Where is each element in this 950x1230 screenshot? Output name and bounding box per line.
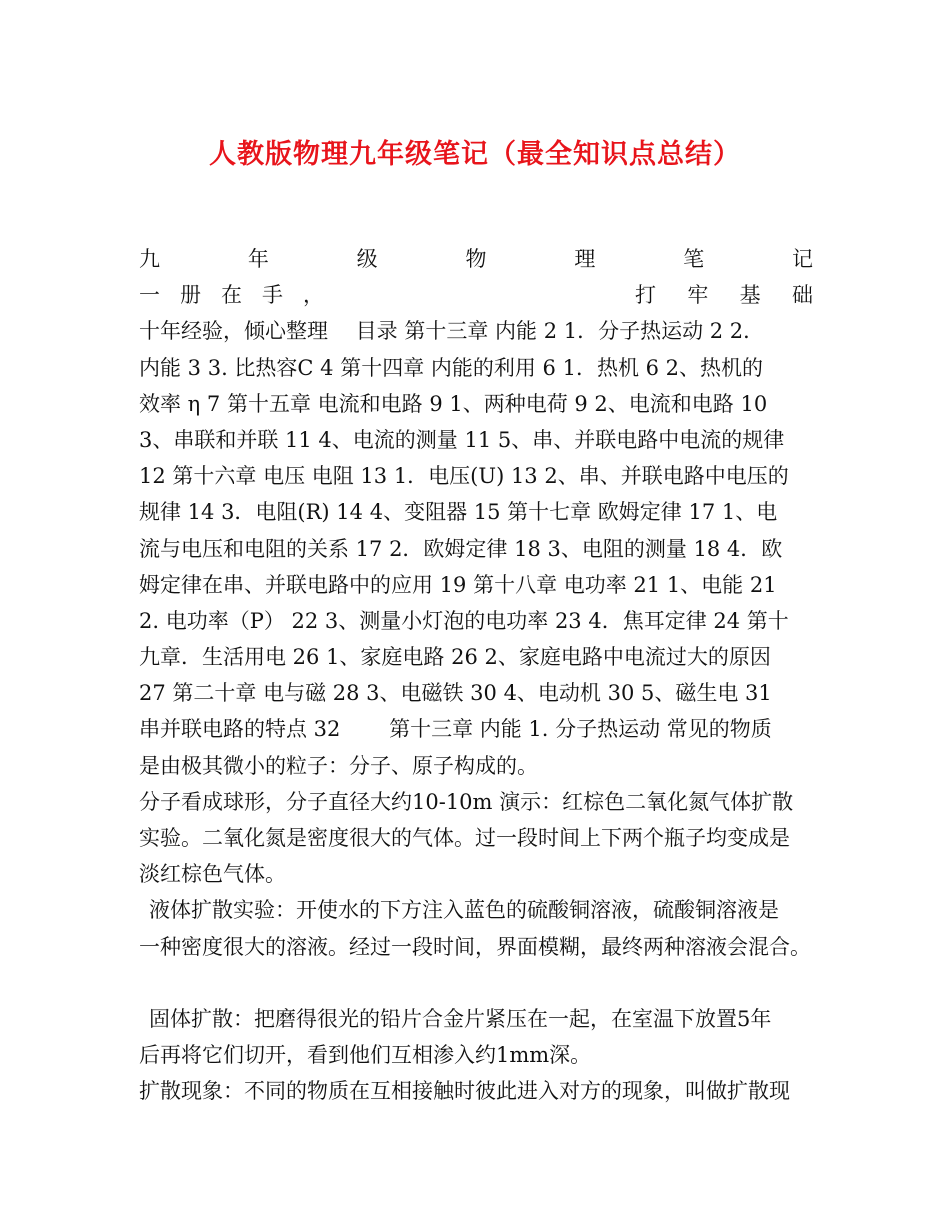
document-title: 人教版物理九年级笔记（最全知识点总结） <box>209 139 741 170</box>
slogan-char: 手 <box>262 283 283 308</box>
slogan-char: 册 <box>180 283 201 308</box>
slogan-char: 打 <box>635 283 656 308</box>
text-line: 效率 η 7 第十五章 电流和电路 9 1、两种电荷 9 2、电流和电路 10 <box>139 391 768 416</box>
heading-char: 记 <box>791 247 813 271</box>
text-line: 12 第十六章 电压 电阻 13 1．电压(U) 13 2、串、并联电路中电压的 <box>139 464 789 489</box>
text-line: 九章．生活用电 26 1、家庭电路 26 2、家庭电路中电流过大的原因 <box>139 645 771 670</box>
text-line: 姆定律在串、并联电路中的应用 19 第十八章 电功率 21 1、电能 21 <box>139 572 777 597</box>
text-line: 流与电压和电阻的关系 17 2．欧姆定律 18 3、电阻的测量 18 4．欧 <box>139 536 783 561</box>
text-line: 十年经验，倾心整理 目录 第十三章 内能 2 1．分子热运动 2 2． <box>139 319 765 344</box>
heading-char: 物 <box>465 247 487 271</box>
slogan-right <box>635 277 813 313</box>
text-line: 内能 3 3. 比热容C 4 第十四章 内能的利用 6 1．热机 6 2、热机的 <box>139 355 764 380</box>
text-line: 固体扩散：把磨得很光的铅片合金片紧压在一起，在室温下放置5年 <box>149 1006 772 1031</box>
slogan-char: 础 <box>791 283 813 308</box>
text-line: 扩散现象：不同的物质在互相接触时彼此进入对方的现象，叫做扩散现 <box>139 1079 790 1104</box>
text-line: 分子看成球形，分子直径大约10-10m 演示：红棕色二氧化氮气体扩散 <box>139 789 794 814</box>
text-line: 3、串联和并联 11 4、电流的测量 11 5、串、并联电路中电流的规律 <box>139 427 785 452</box>
slogan-line <box>139 277 813 313</box>
text-line: 2. 电功率（P） 22 3、测量小灯泡的电功率 23 4．焦耳定律 24 第十 <box>139 608 789 633</box>
text-line: 淡红棕色气体。 <box>139 862 286 887</box>
slogan-left <box>139 277 324 313</box>
text-line: 实验。二氧化氮是密度很大的气体。过一段时间上下两个瓶子均变成是 <box>139 826 790 850</box>
text-line: 是由极其微小的粒子：分子、原子构成的。 <box>139 753 538 778</box>
heading-line <box>139 241 813 277</box>
heading-char: 级 <box>356 247 378 271</box>
slogan-char: 一 <box>139 283 160 308</box>
slogan-char: 基 <box>739 283 761 308</box>
heading-char: 理 <box>574 247 596 271</box>
text-line: 规律 14 3．电阻(R) 14 4、变阻器 15 第十七章 欧姆定律 17 1、电 <box>139 500 778 525</box>
slogan-char: ， <box>303 283 324 308</box>
slogan-char: 牢 <box>687 283 709 308</box>
heading-char: 笔 <box>683 247 705 271</box>
slogan-char: 在 <box>221 283 242 308</box>
blank-line <box>139 965 813 1001</box>
text-line: 一种密度很大的溶液。经过一段时间，界面模糊，最终两种溶液会混合。 <box>139 934 811 959</box>
text-line: 后再将它们切开，看到他们互相渗入约1mm深。 <box>139 1043 592 1068</box>
document-body <box>139 241 813 1110</box>
text-line: 27 第二十章 电与磁 28 3、电磁铁 30 4、电动机 30 5、磁生电 31 <box>139 681 772 706</box>
text-line: 液体扩散实验：开使水的下方注入蓝色的硫酸铜溶液，硫酸铜溶液是 <box>149 898 779 923</box>
heading-char: 年 <box>247 247 269 271</box>
heading-char: 九 <box>139 247 160 271</box>
text-line: 串并联电路的特点 32 第十三章 内能 1. 分子热运动 常见的物质 <box>139 717 772 742</box>
